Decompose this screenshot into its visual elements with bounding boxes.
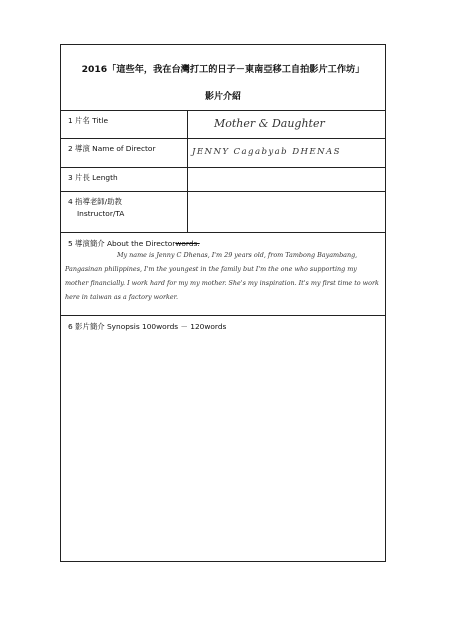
form-title: 2016「這些年，我在台灣打工的日子－東南亞移工自拍影片工作坊」 bbox=[81, 64, 365, 75]
instructor-value bbox=[188, 192, 385, 232]
row-about-director bbox=[61, 233, 385, 316]
about-label-struck: words. bbox=[175, 239, 200, 248]
length-label: 3 片長 Length bbox=[61, 168, 188, 191]
synopsis-label: 6 影片簡介 Synopsis 100words － 120words bbox=[68, 322, 227, 331]
director-label: 2 導演 Name of Director bbox=[61, 139, 188, 167]
row-synopsis bbox=[61, 316, 385, 563]
row-title bbox=[61, 111, 385, 139]
form-header bbox=[61, 45, 385, 111]
length-value bbox=[188, 168, 385, 191]
instructor-label: 4 指導老師/助教 Instructor/TA bbox=[61, 192, 188, 232]
title-value: Mother & Daughter bbox=[214, 117, 325, 130]
row-director bbox=[61, 139, 385, 168]
form-subtitle: 影片介紹 bbox=[204, 92, 241, 102]
director-value: JENNY Cagabyab DHENAS bbox=[192, 147, 341, 157]
instructor-label-sub: Instructor/TA bbox=[77, 209, 125, 218]
row-length bbox=[61, 168, 385, 192]
about-label: 5 導演簡介 About the Directorwords. bbox=[68, 239, 200, 248]
film-intro-form bbox=[60, 44, 386, 562]
about-text: My name is Jenny C Dhenas, I'm 29 years old, from Tambong Bayambang, Pangasinan philippines, I'm the youngest in the family but I'm the one who supporting my mother financially. I work hard for my my mother. She's my inspiration. It's my first time to work here in taiwan as a factory worker. bbox=[65, 251, 379, 301]
row-instructor bbox=[61, 192, 385, 233]
title-label: 1 片名 Title bbox=[61, 111, 188, 138]
synopsis-value bbox=[65, 332, 385, 563]
